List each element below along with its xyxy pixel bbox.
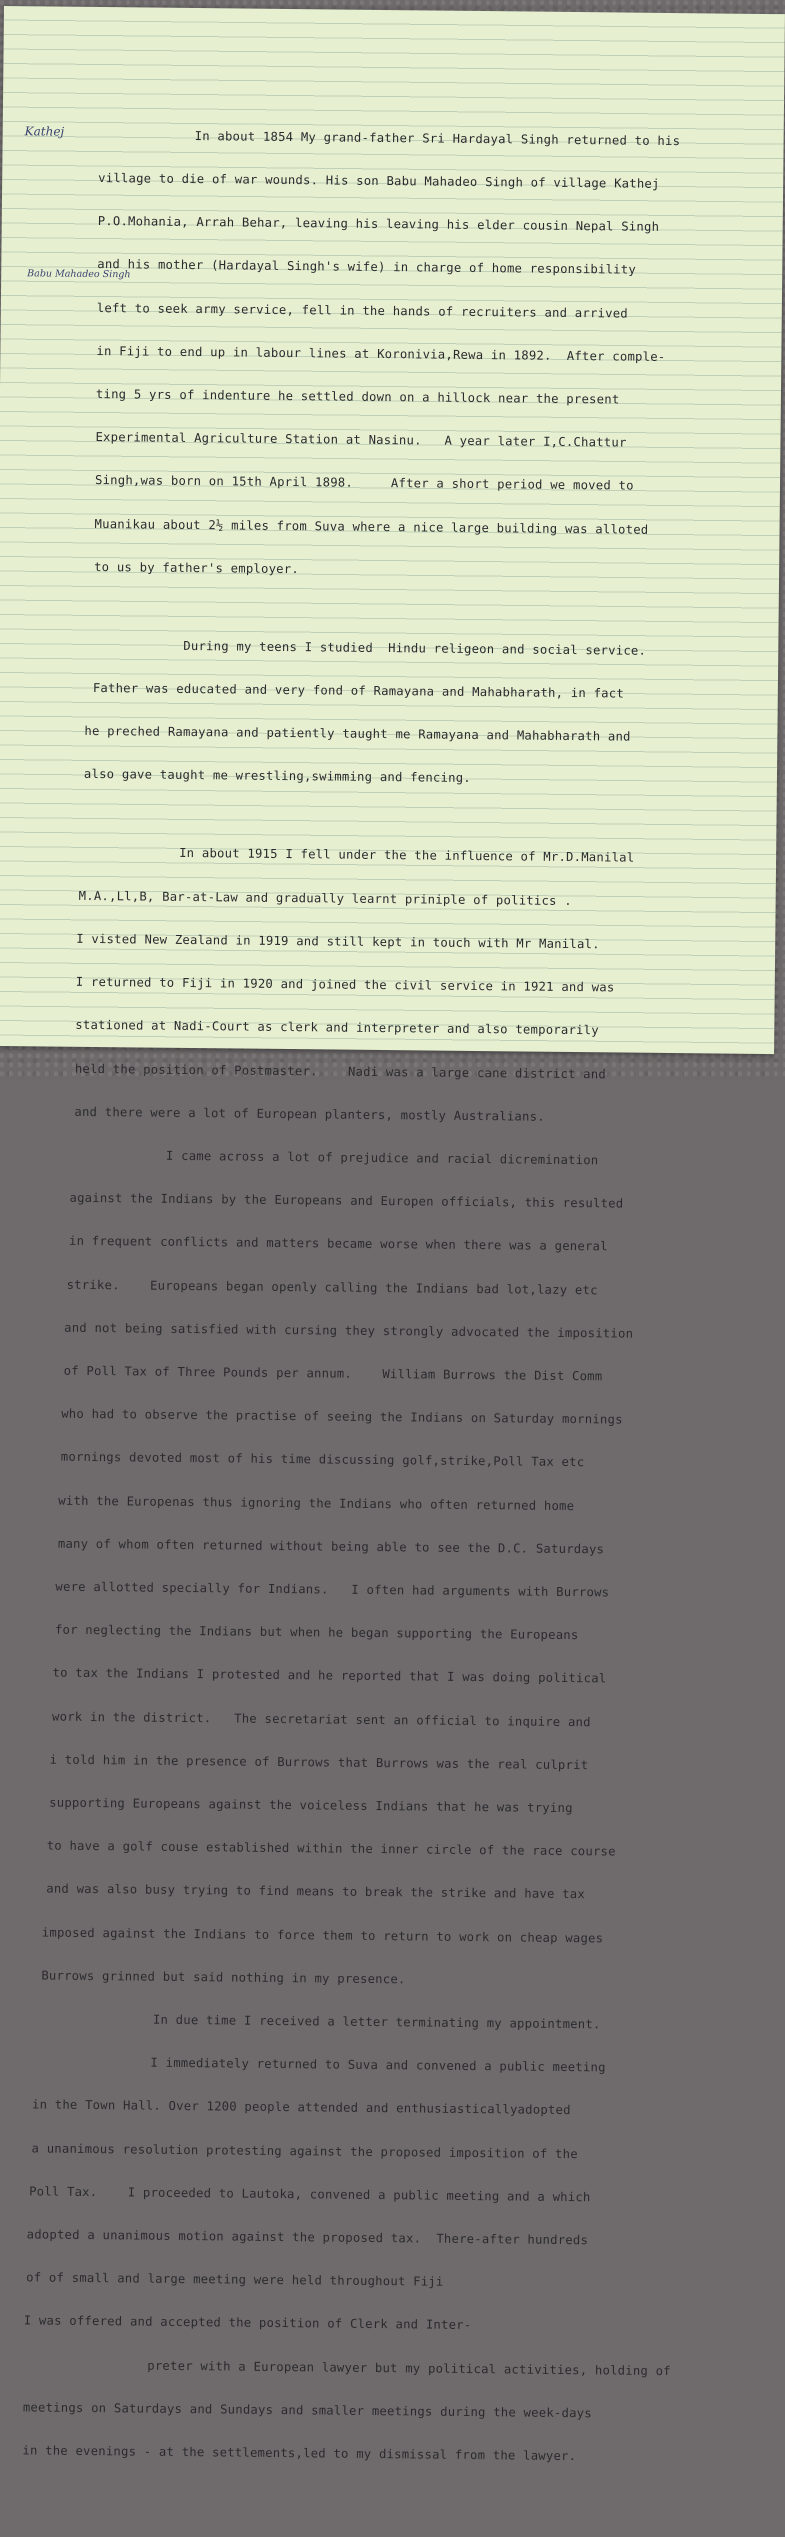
text-line: I came across a lot of prejudice and racial dicremination (165, 1148, 599, 1168)
text-line: held the position of Postmaster. Nadi was a large cane district and (74, 1061, 607, 1081)
text-line: I returned to Fiji in 1920 and joined the civil service in 1921 and was (75, 974, 615, 995)
text-line: ting 5 yrs of indenture he settled down on a hillock near the present (95, 387, 620, 407)
text-line: of Poll Tax of Three Pounds per annum. William Burrows the Dist Comm (63, 1363, 603, 1384)
text-line: he preched Ramayana and patiently taught me Ramayana and Mahabharath and (84, 724, 631, 744)
text-line: preter with a European lawyer but my political activities, holding of (147, 2358, 671, 2378)
text-line: to tax the Indians I protested and he reported that I was doing political (52, 1665, 607, 1686)
text-line: In about 1854 My grand-father Sri Hardayal Singh returned to his (194, 128, 681, 148)
margin-note-babu: Babu Mahadeo Singh (27, 268, 131, 281)
text-line: I immediately returned to Suva and convened a public meeting (150, 2055, 606, 2075)
text-line: I visted New Zealand in 1919 and still kept in touch with Mr Manilal. (76, 931, 600, 952)
text-line (22, 2487, 722, 2509)
text-line: and there were a lot of European planters, mostly Australians. (74, 1104, 545, 1124)
text-line: stationed at Nadi-Court as clerk and interpreter and also temporarily (75, 1018, 599, 1038)
text-line: Poll Tax. I proceeded to Lautoka, convened a public meeting and a which (29, 2184, 591, 2205)
text-line: In about 1915 I fell under the the influence of Mr.D.Manilal (179, 846, 635, 866)
text-line: to us by father's employer. (94, 559, 300, 576)
text-line: mornings devoted most of his time discussing golf,strike,Poll Tax etc (60, 1450, 585, 1470)
text-line: and not being satisfied with cursing they strongly advocated the imposition (64, 1320, 634, 1341)
text-line: work in the district. The secretariat sent an official to inquire and (52, 1709, 591, 1729)
text-line: with the Europenas thus ignoring the Indians who often returned home (58, 1493, 575, 1513)
text-line: left to seek army service, fell in the hands of recruiters and arrived (96, 300, 629, 321)
text-line: and was also busy trying to find means to break the strike and have tax (46, 1881, 586, 1902)
text-line: In due time I received a letter terminating my appointment. (152, 2012, 601, 2032)
text-gap (42, 602, 742, 615)
text-line: strike. Europeans began openly calling the Indians bad lot,lazy etc (66, 1277, 598, 1297)
text-line: of of small and large meeting were held throughout Fiji (26, 2270, 444, 2289)
text-line: adopted a unanimous motion against the proposed tax. There-after hundreds (26, 2227, 589, 2248)
text-line: many of whom often returned without being able to see the D.C. Saturdays (57, 1536, 605, 1557)
text-line: i told him in the presence of Burrows that Burrows was the real culprit (49, 1752, 589, 1772)
text-line: I was offered and accepted the position of Clerk and Inter- (23, 2313, 472, 2333)
text-line: Burrows grinned but said nothing in my presence. (41, 1968, 406, 1987)
text-line: village to die of war wounds. His son Babu Mahadeo Singh of village Kathej (98, 171, 660, 191)
text-line: imposed against the Indians to force them to return to work on cheap wages (41, 1925, 604, 1945)
text-line: M.A.,Ll,B, Bar-at-Law and gradually learnt priniple of politics . (78, 888, 572, 908)
text-line: also gave taught me wrestling,swimming and fencing. (83, 767, 471, 786)
text-line: for neglecting the Indians but when he began supporting the Europeans (54, 1622, 579, 1643)
text-line: Muanikau about 2½ miles from Suva where a nice large building was alloted (94, 516, 649, 537)
text-line: in the Town Hall. Over 1200 people attended and enthusiasticallyadopted (31, 2097, 571, 2118)
text-line: a unanimous resolution protesting against the proposed imposition of the (31, 2140, 578, 2161)
document-page (0, 6, 785, 2464)
text-gap (40, 810, 740, 823)
text-line: Singh,was born on 15th April 1898. After a short period we moved to (94, 473, 634, 494)
text-line: against the Indians by the Europeans and Europen officials, this resulted (69, 1190, 624, 1211)
text-line: P.O.Mohania, Arrah Behar, leaving his leaving his elder cousin Nepal Singh (97, 214, 660, 235)
text-line: who had to observe the practise of seeing the Indians on Saturday mornings (61, 1406, 623, 1427)
typed-letter-body (22, 98, 747, 2537)
text-line: and his mother (Hardayal Singh's wife) in charge of home responsibility (97, 257, 637, 278)
text-line: in Fiji to end up in labour lines at Koronivia,Rewa in 1892. After comple- (96, 343, 666, 364)
text-line: Experimental Agriculture Station at Nasinu. A year later I,C.Chattur (95, 430, 627, 450)
text-line: During my teens I studied Hindu religeon and social service. (183, 638, 647, 658)
text-line: meetings on Saturdays and Sundays and smaller meetings during the week-days (22, 2400, 592, 2421)
text-line: Father was educated and very fond of Ramayana and Mahabharath, in fact (92, 681, 625, 701)
margin-note-kathej: Kathej (24, 124, 65, 139)
text-line: in the evenings - at the settlements,led to my dismissal from the lawyer. (22, 2443, 577, 2464)
text-line: to have a golf couse established within the inner circle of the race course (46, 1838, 616, 1859)
text-line: supporting Europeans against the voiceless Indians that he was trying (49, 1795, 573, 1816)
text-line: were allotted specially for Indians. I often had arguments with Burrows (55, 1579, 610, 1600)
text-line: in frequent conflicts and matters became worse when there was a general (68, 1234, 608, 1254)
